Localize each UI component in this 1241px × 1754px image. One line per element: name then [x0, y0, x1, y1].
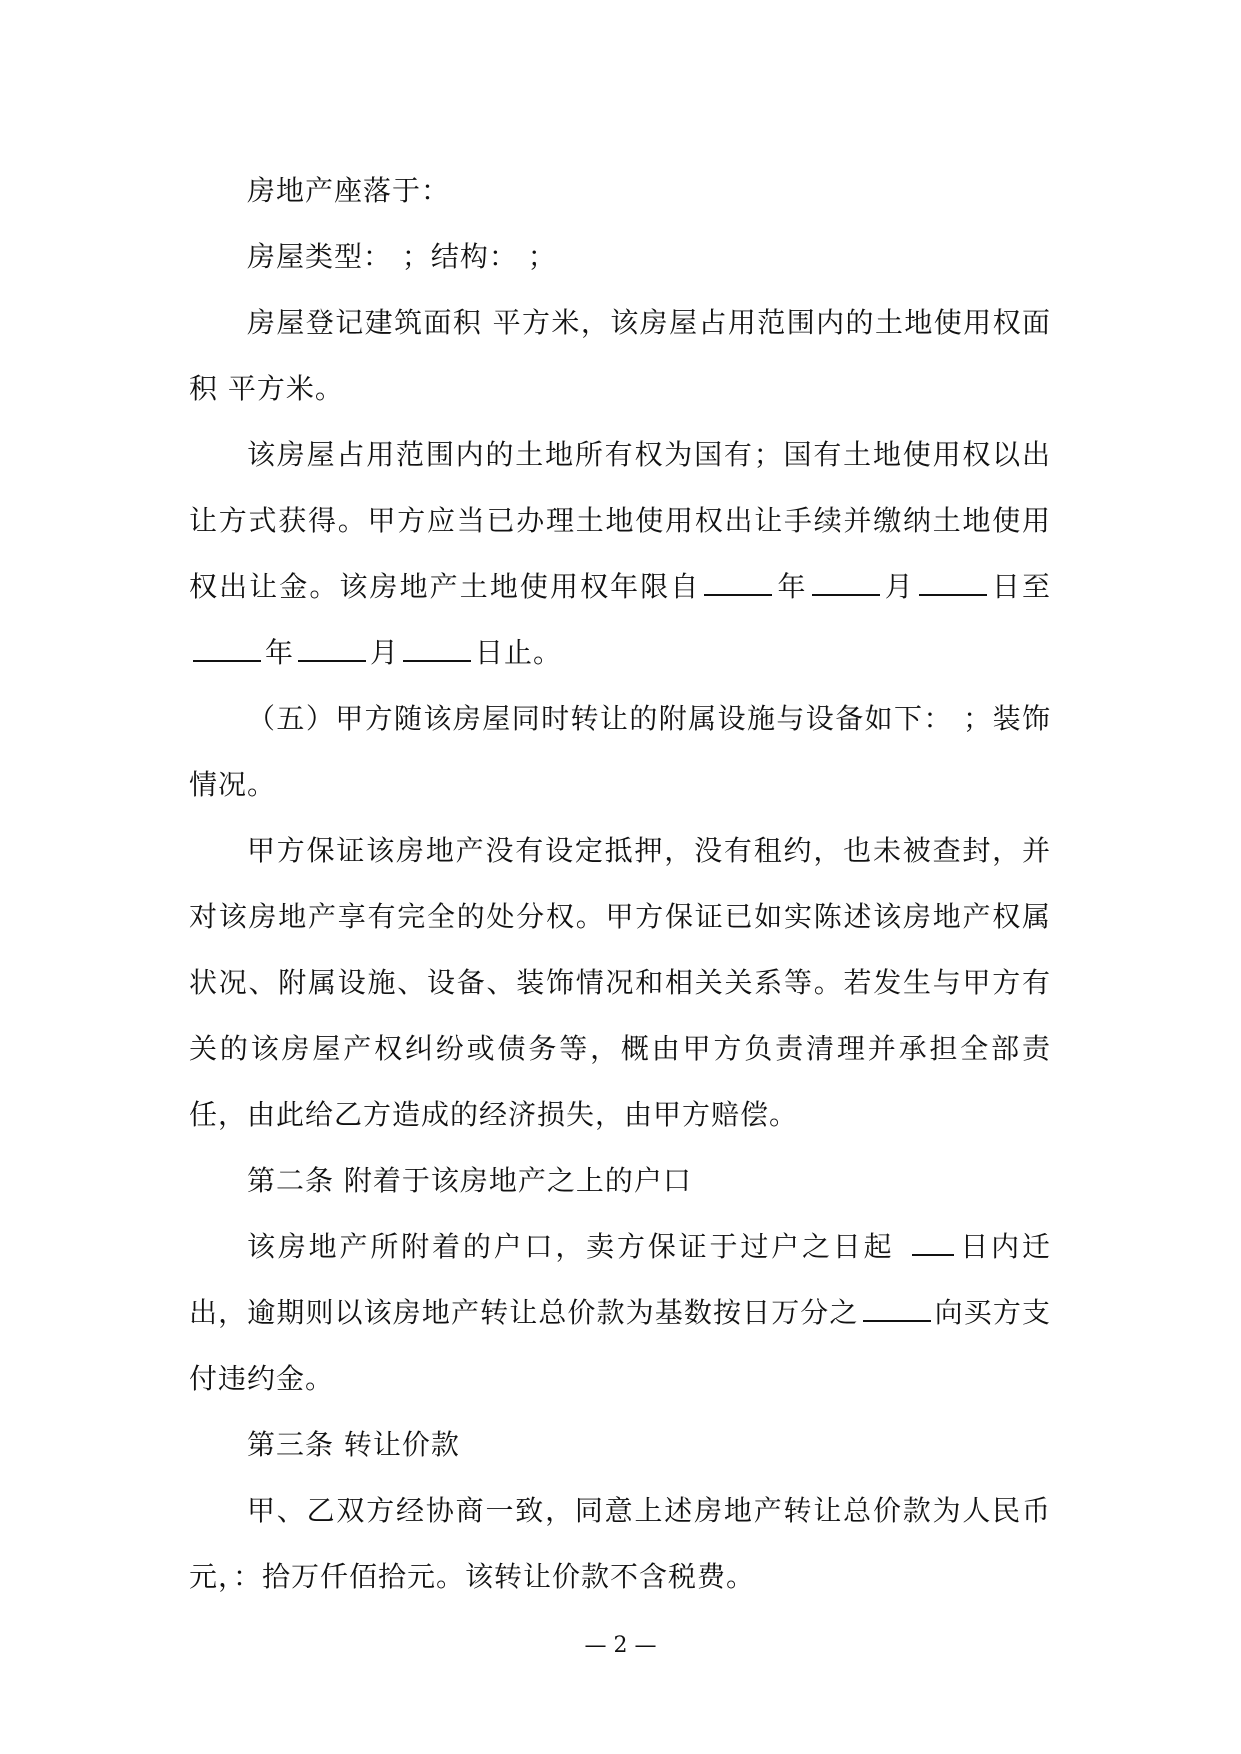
- year-label-1: 年: [776, 570, 808, 603]
- article-2-text-b: 日内迁出，逾期则以该房地产转让总价款为基数按日万分之: [189, 1230, 1051, 1329]
- location-paragraph: 房地产座落于：: [247, 174, 451, 207]
- day-label-2: 日止。: [475, 636, 563, 669]
- year-blank-1[interactable]: [704, 593, 772, 596]
- article-3-title: 第三条 转让价款: [247, 1428, 460, 1461]
- article-2-text-c: 向买方支付违约金。: [189, 1296, 1051, 1395]
- days-blank[interactable]: [912, 1253, 954, 1256]
- month-label-2: 月: [370, 636, 400, 669]
- month-blank-1[interactable]: [812, 593, 880, 596]
- month-blank-2[interactable]: [298, 659, 366, 662]
- day-blank-2[interactable]: [403, 659, 471, 662]
- page-number: — 2 —: [584, 1633, 657, 1658]
- house-type-paragraph: 房屋类型： ；结构： ；: [247, 240, 557, 273]
- land-rights-text: 该房屋占用范围内的土地所有权为国有；国有土地使用权以出让方式获得。甲方应当已办理土地使用权出让手续并缴纳土地使用权出让金。该房地产土地使用权年限自: [189, 438, 1051, 603]
- year-label-2: 年: [265, 636, 295, 669]
- article-2-title: 第二条 附着于该房地产之上的户口: [247, 1164, 692, 1197]
- day-label-1: 日至: [990, 570, 1051, 603]
- article-2-text-a: 该房地产所附着的户口，卖方保证于过户之日起: [247, 1230, 895, 1263]
- area-paragraph: 房屋登记建筑面积 平方米，该房屋占用范围内的土地使用权面积 平方米。: [189, 306, 1051, 405]
- land-rights-paragraph: [189, 422, 1051, 686]
- facilities-paragraph: （五）甲方随该房屋同时转让的附属设施与设备如下： ；装饰情况。: [189, 702, 1051, 801]
- document-body: [189, 158, 1051, 1610]
- day-blank-1[interactable]: [919, 593, 987, 596]
- article-3-body: 甲、乙双方经协商一致，同意上述房地产转让总价款为人民币元，：拾万仟佰拾元。该转让价款不含税费。: [189, 1494, 1051, 1593]
- year-blank-2[interactable]: [193, 659, 261, 662]
- penalty-rate-blank[interactable]: [863, 1319, 931, 1322]
- warranty-paragraph: 甲方保证该房地产没有设定抵押，没有租约，也未被查封，并对该房地产享有完全的处分权。甲方保证已如实陈述该房地产权属状况、附属设施、设备、装饰情况和相关关系等。若发生与甲方有关的该房屋产权纠纷或债务等，概由甲方负责清理并承担全部责任，由此给乙方造成的经济损失，由甲方赔偿。: [189, 834, 1051, 1131]
- article-2-body: [189, 1214, 1051, 1412]
- month-label-1: 月: [883, 570, 915, 603]
